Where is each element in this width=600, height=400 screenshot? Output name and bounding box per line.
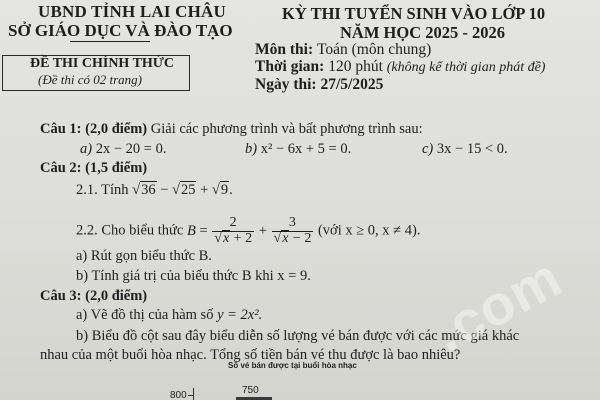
header-department: SỞ GIÁO DỤC VÀ ĐÀO TẠO [8,21,233,40]
exam-time [255,58,545,76]
question-3a-text: a) Vẽ đồ thị của hàm số [76,307,214,323]
question-3a [76,307,262,324]
question-2-1-expr: √36 − √25 + √9. [132,182,233,198]
fraction-1: $\frac{2}{√x + 2}$ [214,215,253,246]
question-3b: b) Biểu đồ cột sau đây biểu diễn số lượng vé bán được với các mức giá khác [76,328,520,344]
question-2-1 [76,182,233,199]
question-2-1-text: 2.1. Tính [76,182,129,198]
question-2-2-expr: B = $\frac{2}{√x + 2}$ + $\frac{3}{√x - 2}$ [186,215,312,246]
question-1c [422,141,508,158]
header-province: UBND TỈNH LAI CHÂU [38,2,226,21]
question-3a-expr: y = 2x². [217,307,263,323]
fraction-2: $\frac{3}{√x - 2}$ [273,215,312,246]
official-exam-title: ĐỀ THI CHÍNH THỨC [30,56,175,71]
question-1a-expr: 2x − 20 = 0. [95,141,167,157]
time-label: Thời gian: [255,58,325,75]
official-exam-note: (Đề thi có 02 trang) [38,72,142,87]
question-1c-expr: 3x − 15 < 0. [436,141,508,157]
question-1 [40,121,423,138]
question-2a: a) Rút gọn biểu thức B. [76,248,212,264]
question-3-title: Câu 3: (2,0 điểm) [40,288,148,304]
question-2-2 [76,216,420,246]
question-1a-label: a) [80,141,93,157]
date-label: Ngày thi: [255,76,317,93]
subject-value: Toán (môn chung) [317,41,432,58]
question-1c-label: c) [422,141,434,157]
question-1b-label: b) [245,141,258,157]
question-3b-continued: nhau của một buổi hòa nhạc. Tổng số tiền bán vé thu được là bao nhiêu? [40,347,461,363]
question-1a [80,141,166,158]
header-school-year: NĂM HỌC 2025 - 2026 [340,23,505,42]
header-left-underline [70,41,150,42]
watermark: .com [423,245,572,364]
question-1b-expr: x² − 6x + 5 = 0. [260,141,352,157]
subject-label: Môn thi: [255,41,314,58]
exam-subject [255,41,431,59]
chart-bar-label: 750 [242,385,259,396]
question-1-title: Câu 1: (2,0 điểm) [40,121,148,137]
exam-date [255,76,383,94]
date-value: 27/5/2025 [320,76,384,93]
question-2-2-condition: (với x ≥ 0, x ≠ 4). [317,222,421,239]
question-2b: b) Tính giá trị của biểu thức B khi x = 9. [76,268,311,284]
chart-title: Số vé bán được tại buổi hòa nhạc [228,361,357,370]
question-2-title: Câu 2: (1,5 điểm) [40,160,148,176]
question-2-2-text: 2.2. Cho biểu thức [76,222,184,239]
question-1-text: Giải các phương trình và bất phương trình sau: [150,121,423,137]
time-value: 120 phút [328,58,383,75]
time-note: (không kể thời gian phát đề) [386,60,546,75]
header-exam-title: KỲ THI TUYỂN SINH VÀO LỚP 10 [282,4,546,23]
chart-axis-tick-label: 800 [170,390,187,400]
question-1b [245,141,351,158]
chart-y-axis [193,388,194,400]
